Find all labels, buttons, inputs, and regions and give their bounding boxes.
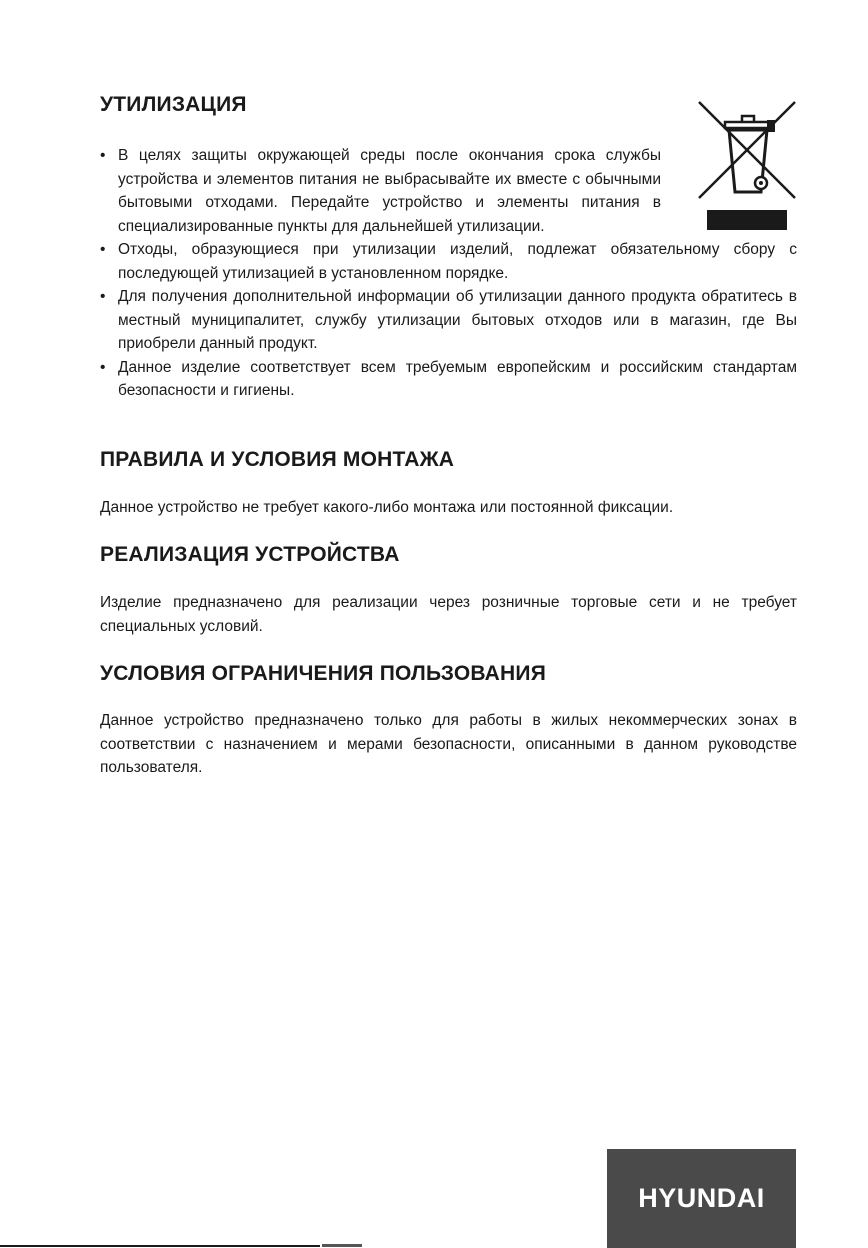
mounting-title: ПРАВИЛА И УСЛОВИЯ МОНТАЖА	[100, 448, 455, 471]
list-item: • Данное изделие соответствует всем требуемым европейским и российским стандартам безопасности и гигиены.	[100, 356, 797, 403]
disposal-title: УТИЛИЗАЦИЯ	[100, 93, 247, 116]
list-item: • Для получения дополнительной информации об утилизации данного продукта обратитесь в местный муниципалитет, службу утилизации бытовых отходов или в магазин, где Вы приобрели данный продукт.	[100, 285, 797, 356]
usage-limits-title: УСЛОВИЯ ОГРАНИЧЕНИЯ ПОЛЬЗОВАНИЯ	[100, 662, 547, 685]
bottom-mark	[322, 1244, 362, 1247]
disposal-bullet-list	[100, 144, 797, 403]
list-item: • Отходы, образующиеся при утилизации изделий, подлежат обязательному сбору с последующей утилизацией в установленном порядке.	[100, 238, 797, 285]
list-item: • В целях защиты окружающей среды после окончания срока службы устройства и элементов питания не выбрасывайте их вместе с обычными бытовыми отходами. Передайте устройство и элементы питания в специализированные пункты для дальнейшей утилизации.	[100, 144, 661, 238]
usage-limits-text: Данное устройство предназначено только для работы в жилых некоммерческих зонах в соответствии с назначением и мерами безопасности, описанными в данном руководстве пользователя.	[100, 712, 797, 776]
sales-text: Изделие предназначено для реализации через розничные торговые сети и не требует специальных условий.	[100, 594, 797, 635]
bottom-rule	[0, 1245, 320, 1247]
brand-logo: HYUNDAI	[638, 1183, 765, 1213]
mounting-text: Данное устройство не требует какого-либо монтажа или постоянной фиксации.	[100, 499, 674, 516]
brand-logo-box	[607, 1149, 796, 1248]
sales-title: РЕАЛИЗАЦИЯ УСТРОЙСТВА	[100, 543, 400, 566]
